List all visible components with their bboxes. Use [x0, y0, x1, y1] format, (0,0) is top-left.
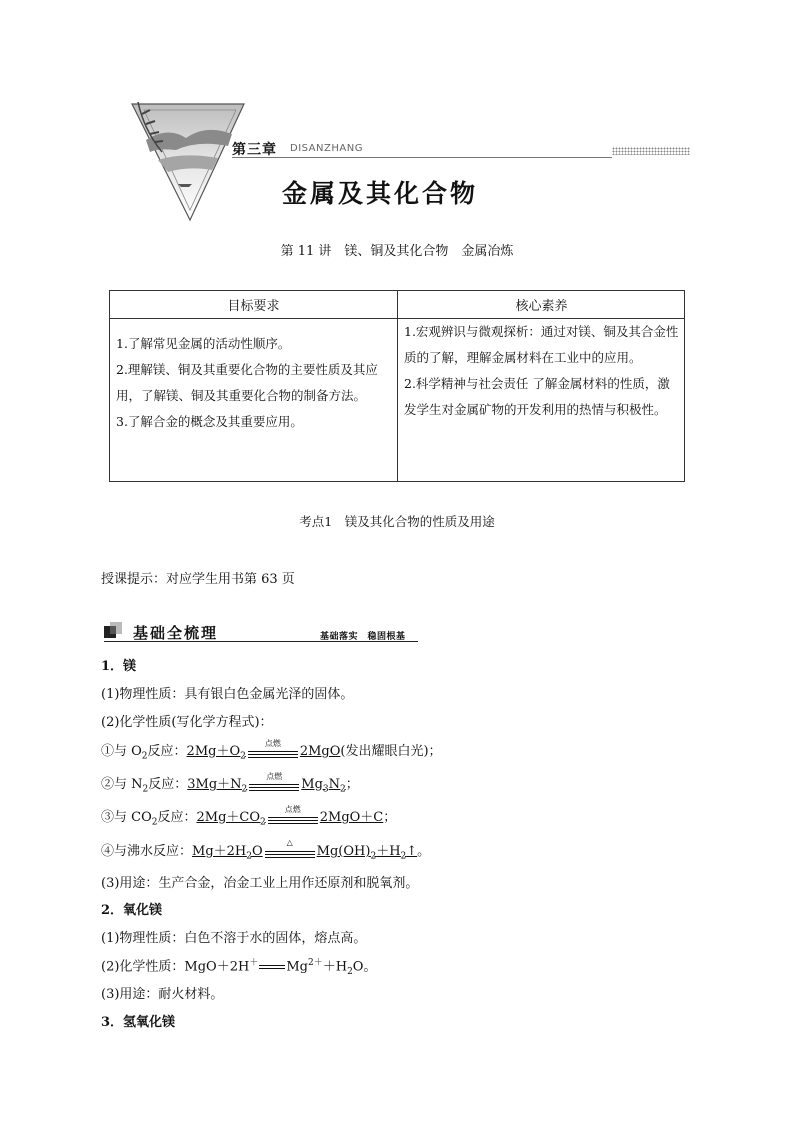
goals-cell — [116, 331, 394, 435]
literacy-cell — [404, 319, 682, 423]
mg-heading: 1．镁 — [101, 659, 137, 674]
chapter-pinyin: DISANZHANG — [290, 143, 363, 154]
mg-reaction-n2: ②与 $N_2$反应：$3Mg+N_2$ 点燃 $Mg_3N_2$； — [101, 771, 359, 795]
section-rule — [104, 641, 418, 642]
equals-sign — [259, 963, 285, 971]
exam-point-title: 考点1 镁及其化合物的性质及用途 — [299, 514, 495, 529]
mg-chemical: (2)化学性质(写化学方程式)： — [101, 715, 273, 730]
mgo-uses: (3)用途：耐火材料。 — [101, 987, 224, 1002]
literacy-item: 1.宏观辨识与微观探析：通过对镁、铜及其合金性质的了解，理解金属材料在工业中的应用。 — [404, 324, 679, 365]
mg-reaction-co2: ③与 $CO_2$反应：$2Mg+CO_2$ 点燃 2MgO＋C； — [101, 804, 397, 828]
teaching-hint: 授课提示：对应学生用书第 63 页 — [101, 572, 295, 587]
section-square-icon — [104, 622, 122, 640]
header-rule — [232, 157, 612, 158]
reaction-condition: 点燃 — [249, 777, 299, 793]
lecture-title: 第 11 讲 镁、铜及其化合物 金属冶炼 — [280, 244, 514, 259]
header-dots-decoration — [612, 147, 690, 155]
mg-reaction-o2: ①与 $O_2$反应：$2Mg+O_2$ 点燃 2MgO(发出耀眼白光)； — [101, 738, 442, 762]
mgo-chemical: (2)化学性质：MgO＋2H＋ $Mg^{2+}+H_2O$。 — [101, 958, 377, 977]
section-title: 基础全梳理 — [133, 624, 219, 642]
chapter-title: 金属及其化合物 — [282, 179, 479, 208]
goal-item: 1.了解常见金属的活动性顺序。 — [116, 336, 291, 351]
reaction-condition: △ — [265, 844, 315, 860]
section-subtitle: 基础落实 稳固根基 — [320, 632, 406, 642]
mg-physical: (1)物理性质：具有银白色金属光泽的固体。 — [101, 687, 354, 702]
goal-item: 2.理解镁、铜及其重要化合物的主要性质及其应用，了解镁、铜及其重要化合物的制备方法。 — [116, 362, 378, 403]
table-header-goals: 目标要求 — [227, 299, 280, 314]
mgo-physical: (1)物理性质：白色不溶于水的固体，熔点高。 — [101, 931, 367, 946]
reaction-condition: 点燃 — [268, 810, 318, 826]
mg-reaction-water: ④与沸水反应：$Mg+2H_2O$ △ $Mg(OH)_2+H_2↑$。 — [101, 837, 431, 862]
chapter-emblem — [128, 100, 248, 225]
literacy-item: 2.科学精神与社会责任 了解金属材料的性质，激发学生对金属矿物的开发利用的热情与积极性。 — [404, 376, 670, 417]
goal-item: 3.了解合金的概念及其重要应用。 — [116, 414, 303, 429]
mg-uses: (3)用途：生产合金，冶金工业上用作还原剂和脱氧剂。 — [101, 876, 419, 891]
chapter-number: 第三章 — [232, 142, 277, 158]
table-divider — [397, 291, 398, 481]
mgoh-heading: 3．氢氧化镁 — [101, 1015, 176, 1030]
objectives-table — [109, 290, 685, 482]
table-header-literacy: 核心素养 — [515, 299, 568, 314]
reaction-condition: 点燃 — [248, 744, 298, 760]
mgo-heading: 2．氧化镁 — [101, 903, 163, 918]
